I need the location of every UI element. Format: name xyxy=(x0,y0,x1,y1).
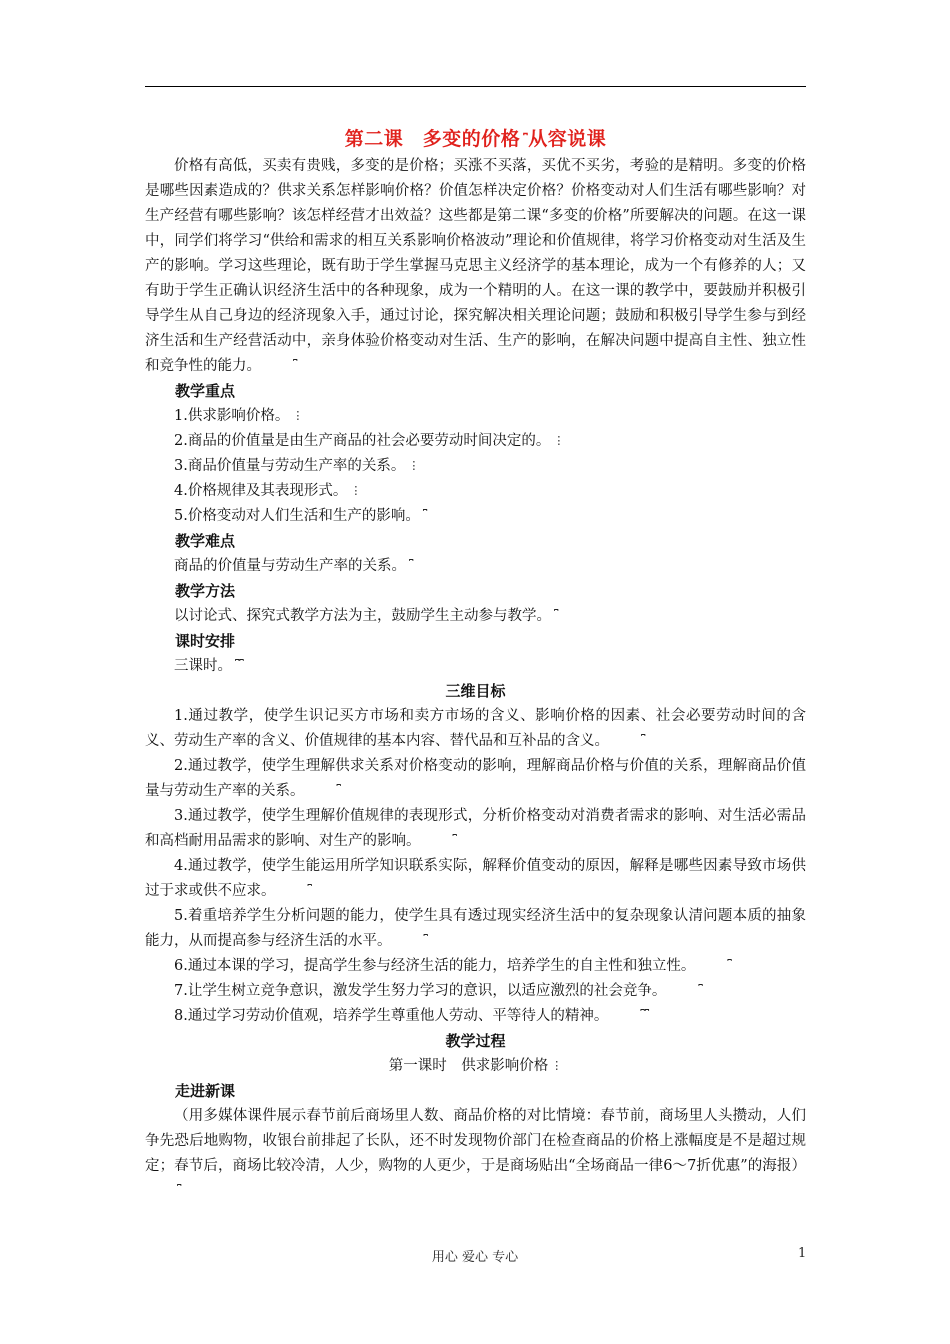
process-subheading xyxy=(145,1054,806,1079)
objective-text: 1.通过教学，使学生识记买方市场和卖方市场的含义、影响价格的因素、社会必要劳动时间的含义、劳动生产率的含义、价值规律的基本内容、替代品和互补品的含义。 xyxy=(145,708,806,749)
process-subheading-text: 第一课时 供求影响价格 xyxy=(388,1058,549,1074)
key-point-text: 2.商品的价值量是由生产商品的社会必要劳动时间决定的。 xyxy=(174,433,551,449)
paragraph-mark-icon: ⎴ xyxy=(554,609,559,622)
objective-item xyxy=(145,1004,806,1029)
difficulties-content: 商品的价值量与劳动生产率的关系。 xyxy=(174,558,406,574)
paragraph-mark-icon: ⎴ xyxy=(422,509,428,522)
break-mark-icon: ⋮ xyxy=(408,459,420,472)
objective-item xyxy=(145,854,806,904)
new-lesson-heading: 走进新课 xyxy=(175,1082,236,1100)
paragraph-mark-icon: ⎴ xyxy=(409,559,414,572)
break-mark-icon: ⋮ xyxy=(292,409,304,422)
paragraph-mark-icon: ⎴⎴ xyxy=(235,659,244,672)
paragraph-mark-icon: ⎴ xyxy=(336,784,341,797)
methods-heading: 教学方法 xyxy=(175,582,236,600)
new-lesson-paragraph xyxy=(145,1104,806,1204)
paragraph-mark-icon: ⎴ xyxy=(727,959,732,972)
page-footer: 用心 爱心 专心 xyxy=(431,1250,519,1265)
paragraph-mark-icon: ⎴ xyxy=(177,1184,182,1197)
intro-text: 价格有高低，买卖有贵贱，多变的是价格；买涨不买落，买优不买劣，考验的是精明。多变的价格是哪些因素造成的？供求关系怎样影响价格？价值怎样决定价格？价格变动对人们生活有哪些影响？对生产经营有哪些影响？该怎样经营才出效益？这些都是第二课“多变的价格”所要解决的问题。在这一课中，同学们将学习“供给和需求的相互关系影响价格波动”理论和价值规律，将学习价格变动对生活及生产的影响。学习这些理论，既有助于学生掌握马克思主义经济学的基本理论，成为一个有修养的人；又有助于学生正确认识经济生活中的各种现象，成为一个精明的人。在这一课的教学中，要鼓励并积极引导学生从自己身边的经济现象入手，通过讨论，探究解决相关理论问题；鼓励和积极引导学生参与到经济生活和生产经营活动中，亲身体验价格变动对生活、生产的影响，在解决问题中提高自主性、独立性和竞争性的能力。 xyxy=(145,158,806,374)
paragraph-mark-icon: ⎴ xyxy=(698,984,703,997)
paragraph-mark-icon: ⎴ xyxy=(307,884,312,897)
key-point-text: 5.价格变动对人们生活和生产的影响。 xyxy=(174,508,420,524)
key-points-heading: 教学重点 xyxy=(175,382,236,400)
methods-content: 以讨论式、探究式教学方法为主，鼓励学生主动参与教学。 xyxy=(174,608,551,624)
key-point-item xyxy=(145,504,806,529)
difficulties-heading: 教学难点 xyxy=(175,532,236,550)
objective-text: 3.通过教学，使学生理解价值规律的表现形式，分析价格变动对消费者需求的影响、对生活必需品和高档耐用品需求的影响、对生产的影响。 xyxy=(145,808,806,849)
objective-text: 4.通过教学，使学生能运用所学知识联系实际，解释价值变动的原因，解释是哪些因素导致市场供过于求或供不应求。 xyxy=(145,858,806,899)
intro-paragraph xyxy=(145,154,806,379)
break-mark-icon: ⋮ xyxy=(553,434,565,447)
paragraph-mark-icon: ⎴ xyxy=(423,934,428,947)
schedule-content: 三课时。 xyxy=(174,658,232,674)
objective-item xyxy=(145,979,806,1004)
paragraph-mark-icon: ⎴ xyxy=(452,834,457,847)
objective-item xyxy=(145,804,806,854)
methods-text xyxy=(145,604,806,629)
key-point-item xyxy=(145,454,806,479)
title-text: 第二课 多变的价格 xyxy=(344,128,521,150)
objective-text: 2.通过教学，使学生理解供求关系对价格变动的影响，理解商品价格与价值的关系，理解商品价值量与劳动生产率的关系。 xyxy=(145,758,806,799)
page-number: 1 xyxy=(798,1246,807,1261)
objective-item xyxy=(145,704,806,754)
page-title xyxy=(145,126,806,152)
schedule-heading: 课时安排 xyxy=(175,632,236,650)
break-mark-icon: ⋮ xyxy=(350,484,362,497)
document-body xyxy=(145,126,806,1204)
key-point-item xyxy=(145,429,806,454)
key-point-text: 1.供求影响价格。 xyxy=(174,408,290,424)
objective-item xyxy=(145,954,806,979)
new-lesson-text: （用多媒体课件展示春节前后商场里人数、商品价格的对比情境：春节前，商场里人头攒动，人们争先恐后地购物，收银台前排起了长队，还不时发现物价部门在检查商品的价格上涨幅度是不是超过规定；春节后，商场比较冷清，人少，购物的人更少，于是商场贴出“全场商品一律6～7折优惠”的海报） xyxy=(145,1108,806,1174)
key-point-item xyxy=(145,404,806,429)
paragraph-mark-icon: ⎴ xyxy=(293,359,298,372)
break-mark-icon: ⋮ xyxy=(551,1059,563,1072)
paragraph-mark-icon: ⎴ xyxy=(523,133,529,146)
key-point-item xyxy=(145,479,806,504)
key-point-text: 3.商品价值量与劳动生产率的关系。 xyxy=(174,458,406,474)
objective-item xyxy=(145,904,806,954)
objective-text: 5.着重培养学生分析问题的能力，使学生具有透过现实经济生活中的复杂现象认清问题本质的抽象能力，从而提高参与经济生活的水平。 xyxy=(145,908,806,949)
objective-text: 7.让学生树立竞争意识，激发学生努力学习的意识，以适应激烈的社会竞争。 xyxy=(174,983,667,999)
objective-text: 6.通过本课的学习，提高学生参与经济生活的能力，培养学生的自主性和独立性。 xyxy=(174,958,696,974)
schedule-text xyxy=(145,654,806,679)
title-suffix: 从容说课 xyxy=(528,128,607,150)
objective-item xyxy=(145,754,806,804)
difficulties-text xyxy=(145,554,806,579)
objective-text: 8.通过学习劳动价值观，培养学生尊重他人劳动、平等待人的精神。 xyxy=(174,1008,609,1024)
process-heading: 教学过程 xyxy=(445,1032,506,1050)
objectives-heading: 三维目标 xyxy=(445,682,506,700)
header-rule xyxy=(145,86,806,87)
paragraph-mark-icon: ⎴ xyxy=(641,734,646,747)
paragraph-mark-icon: ⎴⎴ xyxy=(640,1009,650,1022)
key-point-text: 4.价格规律及其表现形式。 xyxy=(174,483,348,499)
